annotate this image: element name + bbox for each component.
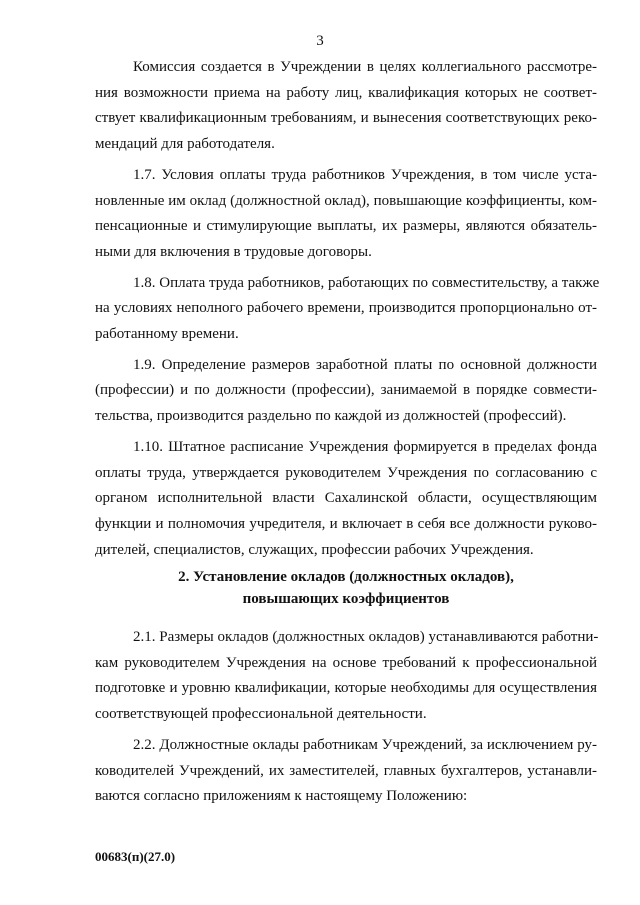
paragraph-2-2	[95, 733, 597, 810]
paragraph-1-7	[95, 163, 597, 266]
section-heading	[95, 566, 597, 610]
paragraph-2-1	[95, 625, 597, 728]
text-line: работанному времени.	[95, 326, 239, 343]
text-line: подготовке и уровню квалификации, которые необходимы для осуществления	[95, 680, 597, 697]
text-line: функции и полномочия учредителя, и включает в себя все должности руково-	[95, 515, 597, 532]
paragraph-1-10	[95, 435, 597, 564]
section-heading-line-2: повышающих коэффициентов	[242, 591, 450, 607]
text-line: новленные им оклад (должностной оклад), повышающие коэффициенты, ком-	[95, 192, 597, 209]
text-line: 1.8. Оплата труда работников, работающих по совместительству, а также	[133, 274, 600, 291]
text-line: оплаты труда, утверждается руководителем Учреждения по согласованию с	[95, 464, 597, 481]
text-line: Комиссия создается в Учреждении в целях коллегиального рассмотре-	[133, 59, 597, 75]
paragraph-1-8	[95, 271, 600, 348]
body-text-bottom	[95, 625, 597, 815]
text-line: кам руководителем Учреждения на основе требований к профессиональной	[95, 654, 597, 671]
section-heading-line-1: 2. Установление окладов (должностных окладов),	[178, 569, 514, 585]
text-line: органом исполнительной власти Сахалинской области, осуществляющим	[95, 490, 597, 507]
text-line: ния возможности приема на работу лиц, квалификация которых не соответ-	[95, 84, 597, 101]
text-line: соответствующей профессиональной деятельности.	[95, 706, 427, 723]
text-line: 1.10. Штатное расписание Учреждения формируется в пределах фонда	[133, 438, 597, 455]
text-line: ководителей Учреждений, их заместителей, главных бухгалтеров, устанавли-	[95, 762, 597, 779]
text-line: 1.9. Определение размеров заработной платы по основной должности	[133, 356, 597, 373]
text-line: пенсационные и стимулирующие выплаты, их размеры, являются обязатель-	[95, 218, 597, 235]
text-line: на условиях неполного рабочего времени, производится пропорционально от-	[95, 300, 597, 317]
text-line: ствует квалификационным требованиям, и вынесения соответствующих реко-	[95, 110, 597, 127]
text-line: ваются согласно приложениям к настоящему Положению:	[95, 788, 468, 805]
text-line: 1.7. Условия оплаты труда работников Учреждения, в том числе уста-	[133, 166, 597, 183]
document-code: 00683(п)(27.0)	[95, 849, 176, 864]
paragraph-commission	[95, 55, 597, 158]
text-line: дителей, специалистов, служащих, профессии рабочих Учреждения.	[95, 541, 534, 558]
text-line: тельства, производится раздельно по каждой из должностей (профессий).	[95, 408, 567, 425]
body-text-top	[95, 55, 600, 568]
text-line: 2.1. Размеры окладов (должностных окладов) устанавливаются работни-	[133, 629, 599, 645]
text-line: мендаций для работодателя.	[95, 136, 275, 153]
text-line: (профессии) и по должности (профессии), занимаемой в порядке совмести-	[95, 382, 597, 399]
text-line: 2.2. Должностные оклады работникам Учреждений, за исключением ру-	[133, 736, 597, 753]
page-number: 3	[316, 33, 324, 49]
paragraph-1-9	[95, 353, 597, 430]
text-line: ными для включения в трудовые договоры.	[95, 243, 372, 260]
